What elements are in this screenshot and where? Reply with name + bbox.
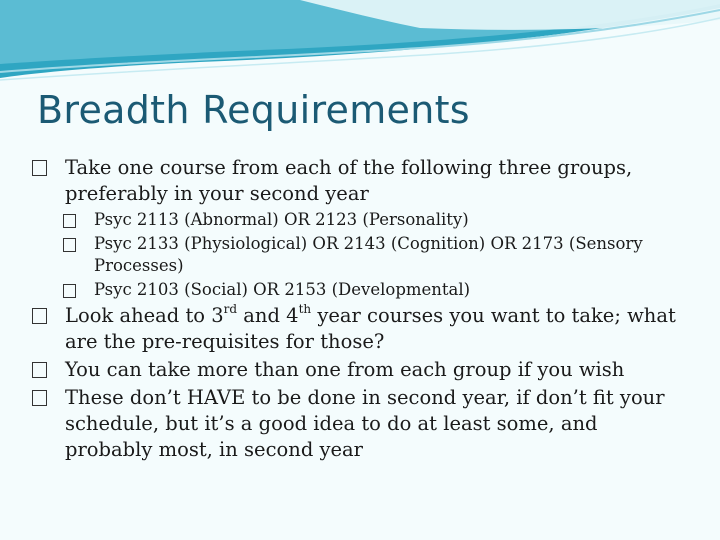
sub-bullet-group-1 [30, 209, 690, 231]
sub-bullet-group-3 [30, 279, 690, 301]
square-bullet-icon [32, 390, 47, 406]
square-bullet-icon [32, 308, 47, 324]
bullet-take-more [30, 357, 690, 383]
bullet-text-part: year courses you want to take; what are the pre-requisites for those? [65, 304, 676, 353]
bullet-text-part: Look ahead to 3 [65, 304, 224, 327]
sub-bullet-group-2 [30, 233, 690, 277]
square-bullet-icon [63, 238, 76, 252]
sub-bullet-text: Psyc 2133 (Physiological) OR 2143 (Cognition) OR 2173 (Sensory Processes) [94, 234, 643, 275]
bullet-take-one-course [30, 155, 690, 207]
bullet-look-ahead [30, 303, 690, 355]
superscript-rd: rd [223, 301, 238, 316]
square-bullet-icon [32, 160, 47, 176]
superscript-th: th [298, 301, 312, 316]
bullet-text-part: and 4 [237, 304, 299, 327]
sub-bullet-text: Psyc 2113 (Abnormal) OR 2123 (Personality) [94, 210, 469, 229]
bullet-not-required-second-year [30, 385, 690, 463]
square-bullet-icon [32, 362, 47, 378]
slide-title: Breadth Requirements [37, 88, 470, 132]
bullet-text: These don’t HAVE to be done in second year, if don’t fit your schedule, but it’s a good idea to do at least some, and probably most, in second year [65, 386, 665, 461]
bullet-text: Take one course from each of the following three groups, preferably in your second year [65, 156, 633, 205]
square-bullet-icon [63, 284, 76, 298]
bullet-list [30, 155, 690, 465]
square-bullet-icon [63, 214, 76, 228]
bullet-text: You can take more than one from each group if you wish [65, 358, 625, 381]
sub-bullet-text: Psyc 2103 (Social) OR 2153 (Developmental) [94, 280, 471, 299]
